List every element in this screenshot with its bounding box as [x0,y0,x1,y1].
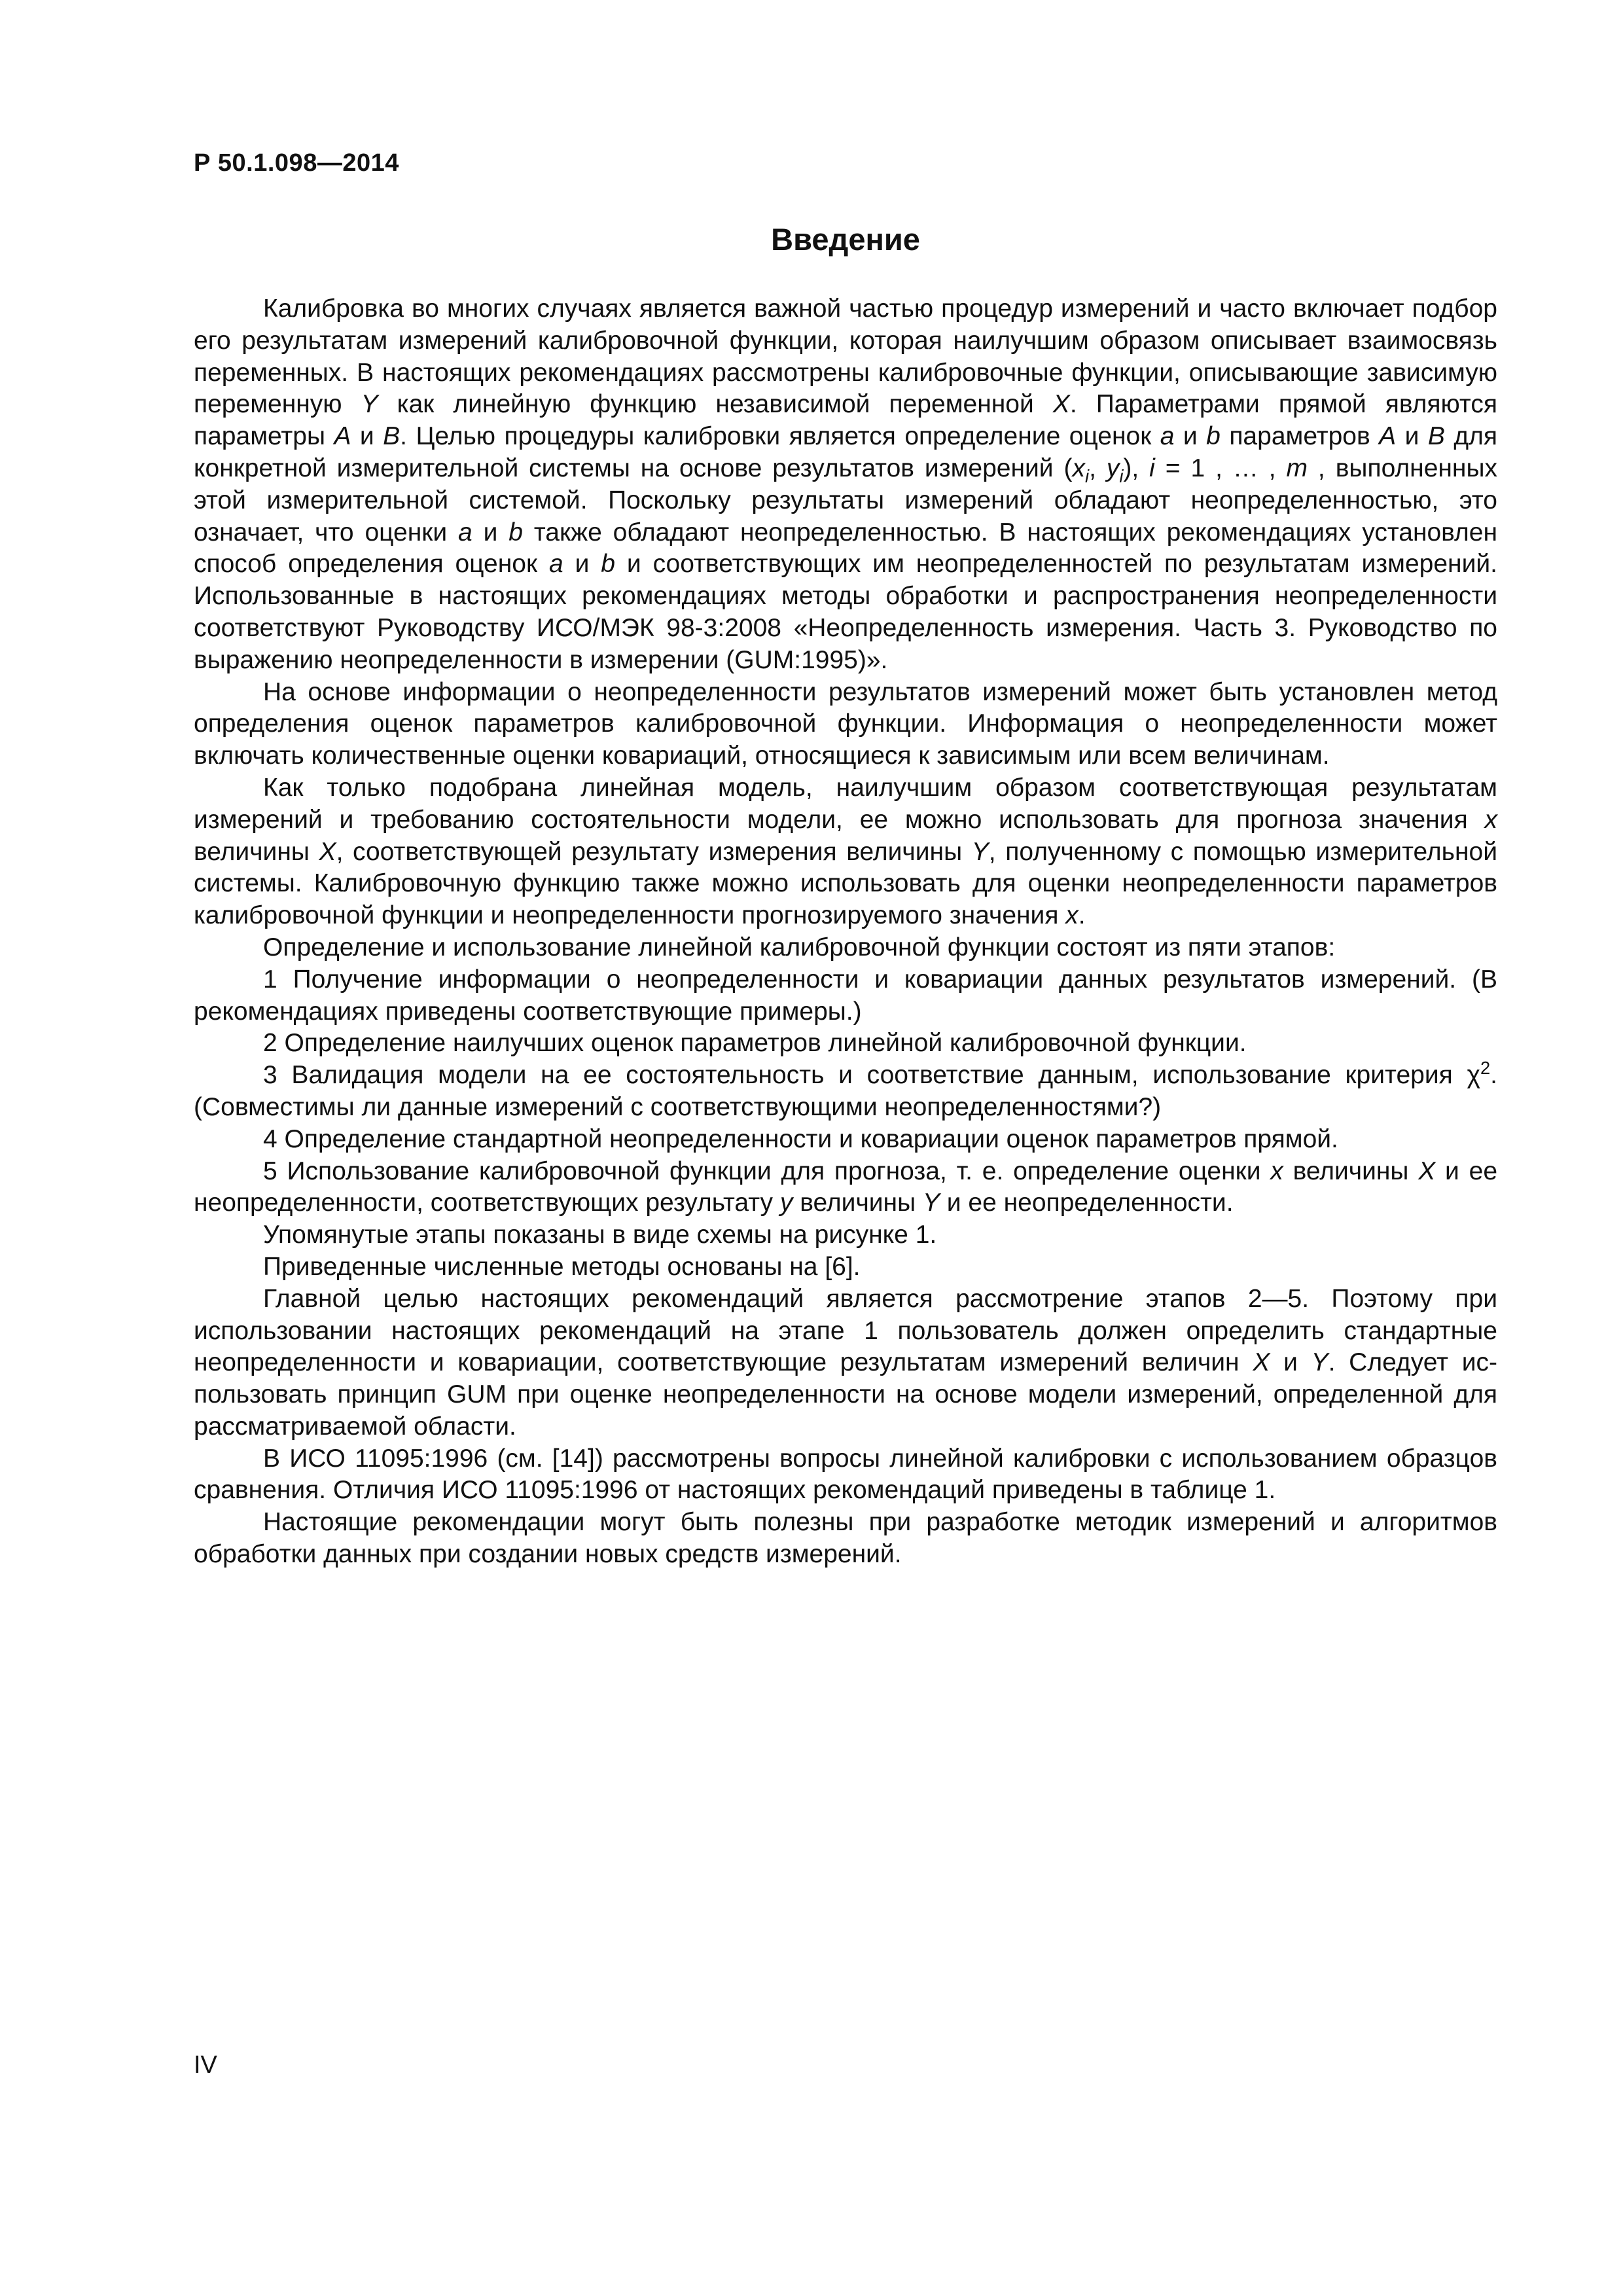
text-run: и [1174,422,1207,451]
italic-text: X [1052,390,1070,419]
text-run: 2 Определение наилучших оценок параметров линейной калибровочной функции. [263,1029,1247,1058]
italic-text: X [1253,1348,1270,1377]
paragraph [194,1283,1497,1443]
text-run: величины [194,837,319,866]
italic-text: m [1286,454,1308,482]
italic-text: y [1106,454,1120,482]
paragraph [194,932,1497,964]
paragraph [194,1219,1497,1251]
italic-text: a [1160,422,1175,451]
italic-text: A [334,422,351,451]
text-run: и [1396,422,1428,451]
italic-text: Y [971,837,989,866]
italic-text: Y [1311,1348,1329,1377]
page-number: IV [194,2051,217,2079]
paragraph [194,772,1497,932]
text-run: и ее неопределенности. [939,1189,1234,1217]
text-run: . (Совместимы ли данные измерений с соответствующими неопределенностями?) [194,1061,1497,1121]
text-run: = 1 , … , [1154,454,1287,482]
italic-text: X [319,837,336,866]
text-run: . Параметрами прямой являются параметры [194,390,1497,451]
italic-text: i [1149,454,1155,482]
text-run: Настоящие рекомендации могут быть полезны при разработке методик измерений и алгоритмов обработки данных при создании новых средств измерений. [194,1508,1497,1569]
paragraph [194,1443,1497,1507]
text-run: и [351,422,383,451]
italic-text: Y [361,390,378,419]
italic-text: y [779,1189,793,1217]
superscript-text: 2 [1480,1058,1491,1079]
italic-text: B [383,422,401,451]
text-run: Упомянутые этапы показаны в виде схемы на рисунке 1. [263,1221,937,1249]
text-run: также обладают неопределенностью. В настоящих рекомендациях установлен способ определения оценок [194,518,1497,579]
paragraph [194,1060,1497,1124]
italic-text: a [458,518,473,547]
subscript-text: i [1119,465,1124,486]
text-run: , [1089,454,1107,482]
paragraph [194,1251,1497,1283]
text-run: На основе информации о неопределенности результатов измерений может быть установлен метод определения оценок параметров калибровочной функции. Информация о неопределенности может включать количественные оценки ковариаций, относящиеся к зависимым или всем величинам. [194,677,1497,770]
italic-text: b [508,518,523,547]
italic-text: A [1379,422,1397,451]
italic-text: x [1484,805,1497,834]
text-run: . [1078,901,1086,930]
text-run: Приведенные численные методы основаны на [6]. [263,1252,861,1281]
text-run: В ИСО 11095:1996 (см. [14]) рассмотрены вопросы линейной калибровки с использованием образцов сравнения. Отличия ИСО 11095:1996 от настоящих рекомендаций приведены в таблице 1. [194,1444,1497,1505]
text-run: параметров [1220,422,1380,451]
text-run: , выполненных этой измерительной системой. Поскольку результаты измерений обладают неопределенностью, это означает, что оценки [194,454,1497,547]
text-run: величины [1283,1157,1419,1185]
section-title: Введение [771,222,920,257]
paragraph [194,1507,1497,1571]
paragraph [194,964,1497,1028]
text-run: 5 Использование калибровочной функции для прогноза, т. е. определение оценки [263,1157,1271,1185]
text-run: , полученному с помощью измерительной системы. Калибровочную функцию также можно использовать для оценки неопределенности параметров калибровочной функции и неопределенности прогнозируемого значения [194,837,1497,930]
italic-text: b [1206,422,1221,451]
paragraph [194,1028,1497,1060]
text-run: . Следует ис-пользовать принцип GUM при оценке неопределенности на основе модели измерений, определенной для рассматриваемой области. [194,1348,1498,1441]
paragraph [194,1124,1497,1156]
text-run: для конкретной измерительной системы на основе результатов измерений ( [194,422,1497,482]
italic-text: B [1427,422,1445,451]
text-run: Калибровка во многих случаях является важной частью процедур измерений и часто включает подбор его результатам измерений калибровочной функции, которая наилучшим образом описывает взаимосвязь переменных. В настоящих рекомендациях рассмотрены калибровочные функции, описывающие зависимую переменную [194,295,1497,419]
italic-text: b [601,550,615,579]
text-run: Определение и использование линейной калибровочной функции состоят из пяти этапов: [263,933,1336,961]
text-run: 1 Получение информации о неопределенности и ковариации данных результатов измерений. (В рекомендациях приведены соответствующие примеры.) [194,965,1497,1026]
text-run: 3 Валидация модели на ее состоятельность и соответствие данным, использование критерия χ [263,1061,1480,1090]
text-run: как линейную функцию независимой переменной [378,390,1053,419]
paragraph [194,677,1497,772]
italic-text: x [1065,901,1079,930]
text-run: величины [793,1189,923,1217]
text-run: и соответствующих им неопределенностей по результатам измерений. Использованные в настоящих рекомендациях методы обработки и распространения неопределенности соответствуют Руководству ИСО/МЭК 98-3:2008 «Неопределенность измерения. Часть 3. Руководство по выражению неопределенности в измерении (GUM:1995)». [194,550,1497,674]
text-run: и [1270,1348,1311,1377]
subscript-text: i [1085,465,1090,486]
italic-text: X [1418,1157,1436,1185]
text-run: ), [1123,454,1150,482]
italic-text: Y [922,1189,940,1217]
text-run: Главной целью настоящих рекомендаций является рассмотрение этапов 2—5. Поэтому при использовании настоящих рекомендаций на этапе 1 пользователь должен определить стандартные неопределенности и ковариации, соответствующие результатам измерений величин [194,1284,1497,1377]
italic-text: x [1270,1157,1283,1185]
text-run: . Целью процедуры калибровки является определение оценок [400,422,1160,451]
text-run: , соответствующей результату измерения величины [336,837,972,866]
text-run: 4 Определение стандартной неопределенности и ковариации оценок параметров прямой. [263,1124,1338,1153]
text-run: Как только подобрана линейная модель, наилучшим образом соответствующая результатам измерений и требованию состоятельности модели, ее можно использовать для прогноза значения [194,773,1497,834]
text-run: и [472,518,509,547]
italic-text: x [1072,454,1085,482]
text-run: и [563,550,601,579]
document-body [194,293,1497,1571]
paragraph [194,293,1497,677]
document-code: Р 50.1.098—2014 [194,149,399,177]
italic-text: a [548,550,563,579]
paragraph [194,1156,1497,1220]
text-run: и ее неопределенности, соответствующих результату [194,1157,1498,1217]
